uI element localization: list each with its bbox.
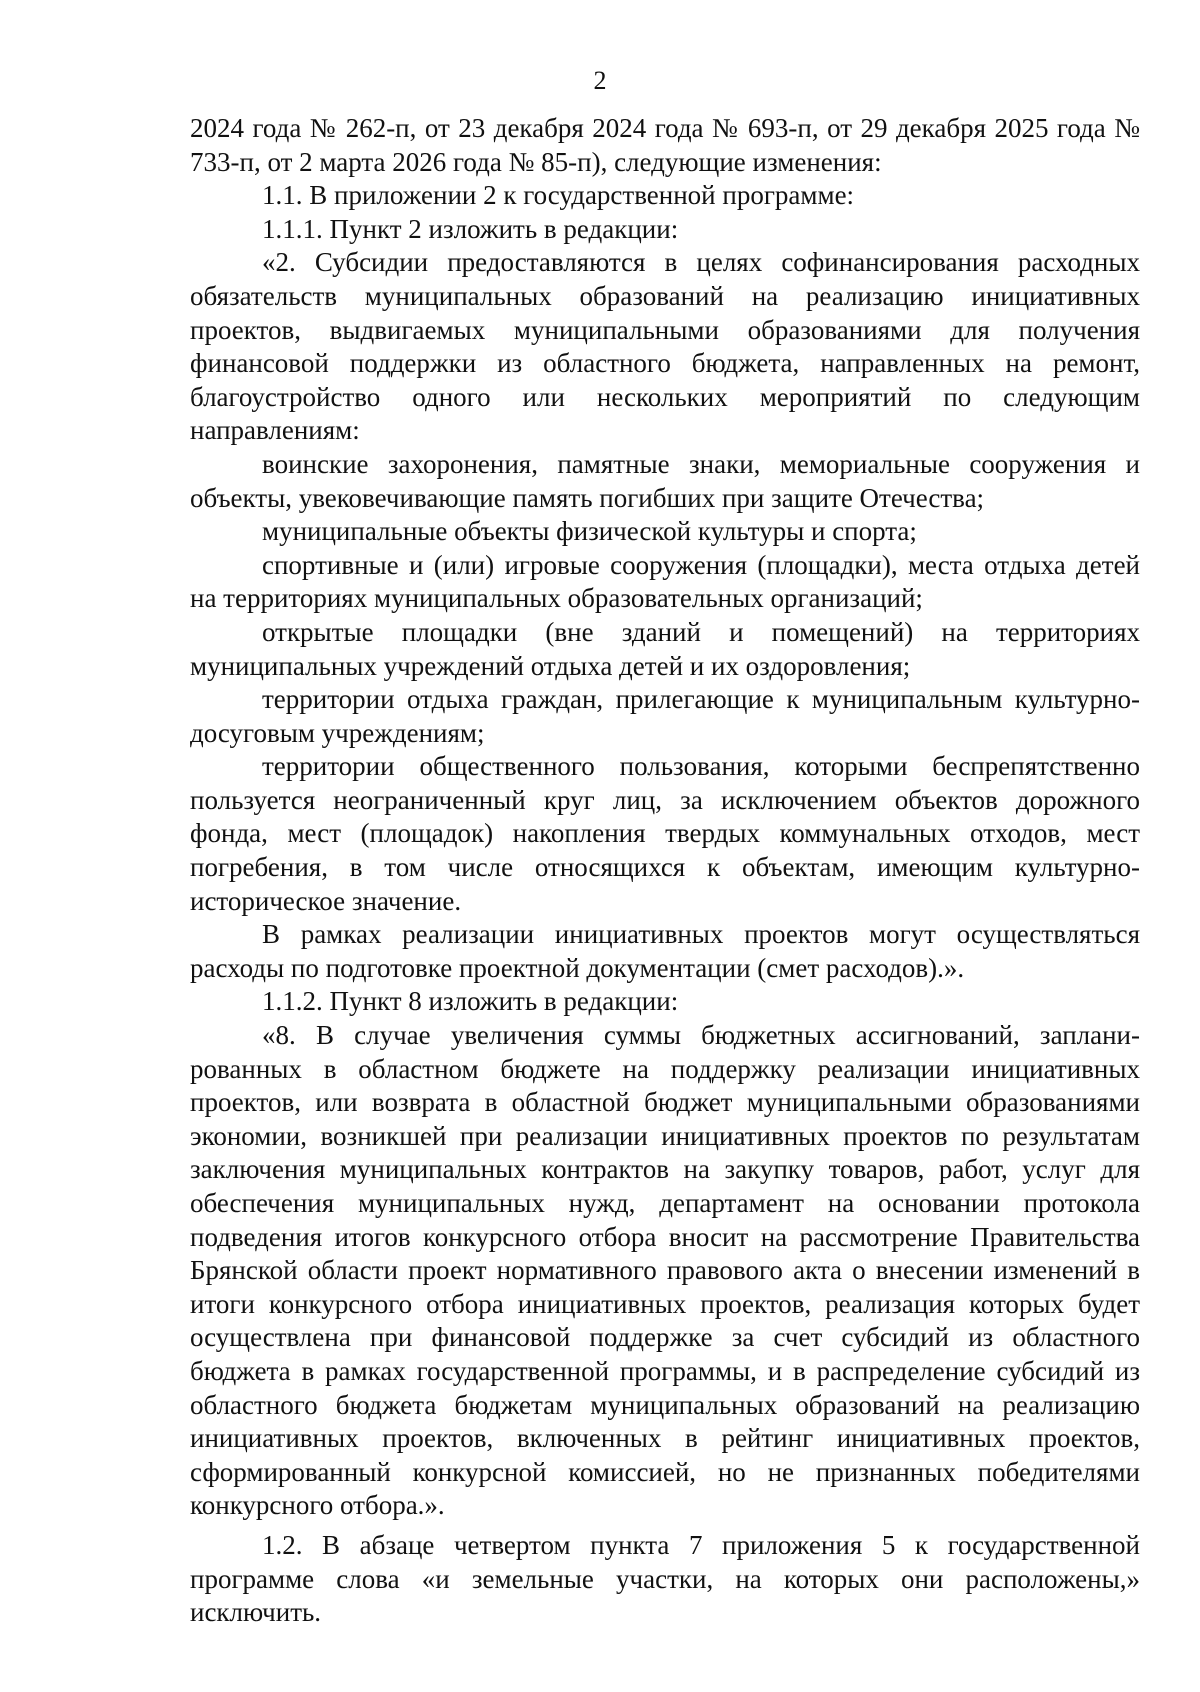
paragraph-direction-open-areas: открытые площадки (вне зданий и помещений) на территориях муниципальных учреждений отдыха детей и их оздоровления; [190, 616, 1140, 681]
paragraph-project-documentation: В рамках реализации инициативных проектов могут осуществляться расходы по подготовке проектной документации (смет расходов).». [190, 919, 1140, 983]
paragraph-direction-memorials: воинские захоронения, памятные знаки, мемориальные сооружения и объекты, увековечивающие память погибших при защите Отечества; [190, 448, 1140, 513]
paragraph-direction-playgrounds: спортивные и (или) игровые сооружения (площадки), места отдыха детей на территориях муниципальных образовательных организаций; [190, 549, 1140, 614]
paragraph-resolution-list-continuation: 2024 года № 262-п, от 23 декабря 2024 года № 693-п, от 29 декабря 2025 года № 733-п, от 2 марта 2026 года № 85-п), следующие изменения: [190, 113, 1140, 177]
paragraph-item-1-2: 1.2. В абзаце четвертом пункта 7 приложения 5 к государственной программе слова «и земельные участки, на которых они расположены,» исключить. [190, 1529, 1140, 1628]
page-number: 2 [593, 66, 607, 95]
paragraph-item-1-1: 1.1. В приложении 2 к государственной программе: [262, 180, 855, 211]
paragraph-direction-public-territories: территории общественного пользования, которыми беспрепятственно пользуется неограниченный круг лиц, за исключением объектов дорожного фонда, мест (площадок) накопления твердых коммунальных отходов, мест погребения, в том числе относящихся к объектам, имеющим культурно-историческое значение. [190, 751, 1140, 916]
paragraph-direction-recreation-territories: территории отдыха граждан, прилегающие к муниципальным культурно-досуговым учреждениям; [190, 684, 1140, 748]
paragraph-item-1-1-1: 1.1.1. Пункт 2 изложить в редакции: [262, 213, 679, 244]
paragraph-clause-8: «8. В случае увеличения суммы бюджетных ассигнований, запланированных в областном бюджете на поддержку реализации инициативных проектов, или возврата в областной бюджет муниципальными образованиями экономии, возникшей при реализации инициативных проектов по результатам заключения муниципальных контрактов на закупку товаров, работ, услуг для обеспечения муниципальных нужд, департамент на основании протокола подведения итогов конкурсного отбора вносит на рассмотрение Правительства Брянской области проект нормативного правового акта о внесении изменений в итоги конкурсного отбора инициативных проектов, реализация которых будет осуществлена при финансовой поддержке за счет субсидий из областного бюджета в рамках государственной программы, и в распределение субсидий из областного бюджета бюджетам муниципальных образований на реализацию инициативных проектов, включенных в рейтинг инициативных проектов, сформированный конкурсной комиссией, но не признанных победителями конкурсного отбора.». [190, 1020, 1140, 1521]
paragraph-item-1-1-2: 1.1.2. Пункт 8 изложить в редакции: [262, 986, 679, 1017]
document-body [190, 112, 1140, 1630]
paragraph-clause-2: «2. Субсидии предоставляются в целях софинансирования расходных обязательств муниципальных образований на реализацию инициативных проектов, выдвигаемых муниципальными образованиями для получения финансовой поддержки из областного бюджета, направленных на ремонт, благоустройство одного или нескольких мероприятий по следующим направлениям: [190, 247, 1140, 446]
paragraph-direction-sports-objects: муниципальные объекты физической культуры и спорта; [262, 516, 917, 547]
